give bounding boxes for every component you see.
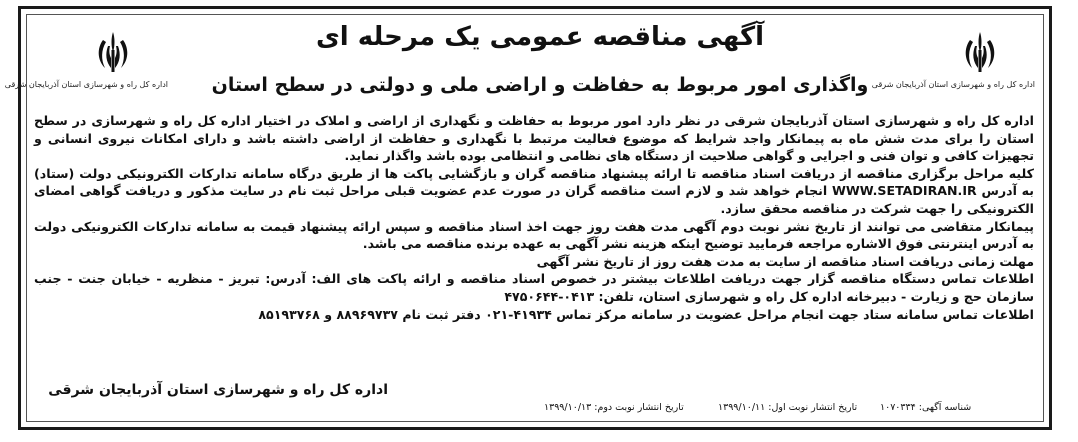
notice-body: [34, 112, 1034, 323]
paragraph-bidders: پیمانکار متقاضی می توانند از تاریخ نشر نوبت دوم آگهی مدت هفت روز جهت اخذ اسناد مناقصه و سپس ارائه پیشنهاد قیمت به سامانه تدارکات الکترونیکی دولت به آدرس اینترنتی فوق الاشاره مراجعه فرمایید توضیح اینکه هزینه نشر آگهی به عهده برنده مناقصه می باشد.: [34, 218, 1034, 252]
logo-caption-right: اداره کل راه و شهرسازی استان آذربایجان شرقی: [871, 80, 1035, 89]
paragraph-setad-contact: اطلاعات تماس سامانه ستاد جهت انجام مراحل عضویت در سامانه مرکز تماس ۴۱۹۳۴-۰۲۱ دفتر ثبت نام ۸۸۹۶۹۷۳۷ و ۸۵۱۹۳۷۶۸: [258, 306, 1034, 322]
paragraph-deadline: مهلت زمانی دریافت اسناد مناقصه از سایت به مدت هفت روز از تاریخ نشر آگهی: [536, 253, 1034, 269]
issuer-signature: اداره کل راه و شهرسازی استان آذربایجان شرقی: [48, 382, 388, 398]
iran-emblem-icon: [958, 28, 1002, 78]
emblem-logo-right: [871, 28, 1035, 98]
emblem-logo-left: [4, 28, 168, 98]
logo-caption-left: اداره کل راه و شهرسازی استان آذربایجان شرقی: [4, 80, 168, 89]
paragraph-procedure: کلیه مراحل برگزاری مناقصه از دریافت اسناد مناقصه تا ارائه پیشنهاد مناقصه گران و بازگشایی پاکت ها از طریق درگاه سامانه تدارکات الکترونیکی دولت (ستاد) به آدرس WWW.SETADIRAN.IR انجام خواهد شد و لازم است مناقصه گران در صورت عدم عضویت قبلی مراحل ثبت نام در سایت مذکور و دریافت گواهی امضای الکترونیکی را جهت شرکت در مناقصه محقق سازد.: [34, 165, 1034, 216]
paragraph-contact: اطلاعات تماس دستگاه مناقصه گزار جهت دریافت اطلاعات بیشتر در خصوص اسناد مناقصه و ارائه پاکت های الف: آدرس: تبریز - منظریه - خیابان جنت - جنب سازمان حج و زیارت - دبیرخانه اداره کل راه و شهرسازی استان، تلفن: ۰۴۱۳-۴۷۵۰۶۴۴: [34, 271, 1034, 304]
first-publish-date: تاریخ انتشار نوبت اول: ۱۳۹۹/۱۰/۱۱: [718, 402, 858, 413]
iran-emblem-icon: [91, 28, 135, 78]
notice-title: آگهی مناقصه عمومی یک مرحله ای: [315, 22, 765, 52]
second-publish-date: تاریخ انتشار نوبت دوم: ۱۳۹۹/۱۰/۱۳: [544, 402, 684, 413]
paragraph-intro: اداره کل راه و شهرسازی استان آذربایجان شرقی در نظر دارد امور مربوط به حفاظت و نگهداری از اراضی و املاک در اختیار اداره کل راه و شهرسازی در سطح استان را برای مدت شش ماه به پیمانکار واجد شرایط که موضوع فعالیت مرتبط با نگهداری و حفاظت از اراضی داشته باشد و دارای امکانات نیروی انسانی و تجهیزات کافی و توان فنی و اجرایی و گواهی صلاحیت از دستگاه های نظامی و انتظامی بوده باشد واگذار نماید.: [34, 113, 1034, 164]
notice-subtitle: واگذاری امور مربوط به حفاظت و اراضی ملی و دولتی در سطح استان: [211, 74, 869, 96]
ad-number: شناسه آگهی: ۱۰۷۰۳۳۴: [880, 402, 972, 413]
